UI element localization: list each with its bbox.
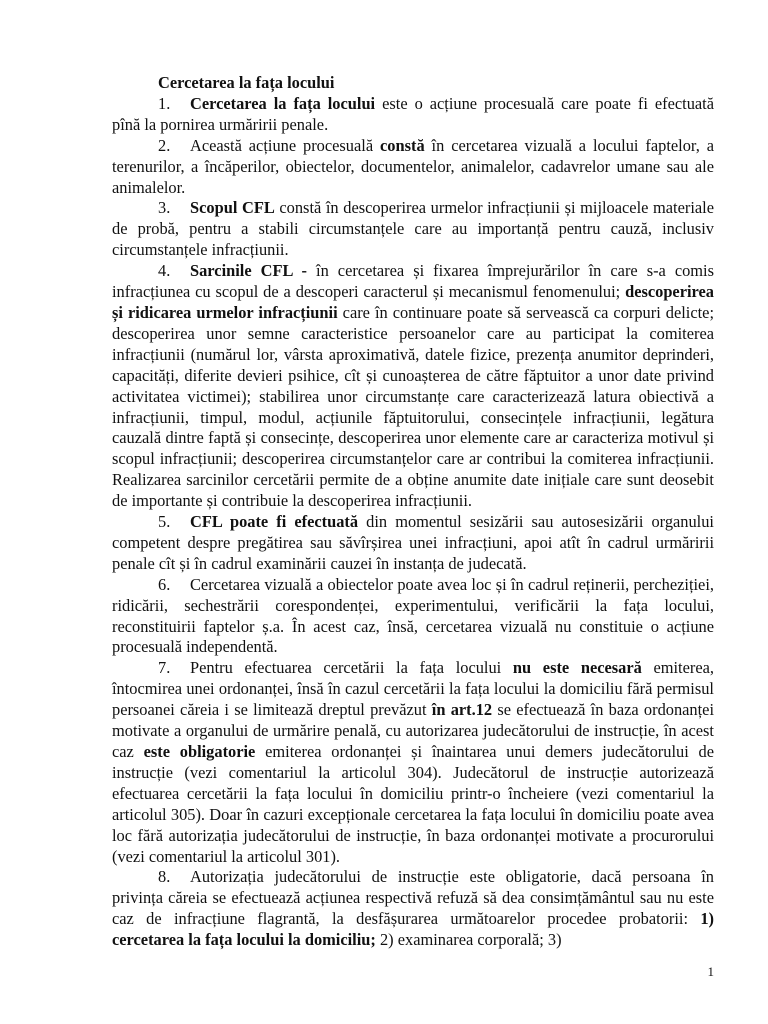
paragraph-2 [112,136,714,199]
bold-text-run: descoperirea și ridicarea urmelor infracțiunii [112,282,714,322]
paragraph-number: 1. [158,93,171,113]
document-title: Cercetarea la fața locului [158,73,335,92]
text-run: în cercetarea vizuală a locului faptelor, a terenurilor, a încăperilor, obiectelor, documentelor, animalelor, cadavrelor umane sau ale animalelor. [112,135,714,197]
paragraph-8 [112,867,714,951]
paragraph-3 [112,198,714,261]
paragraph-number: 4. [158,261,171,281]
paragraph-number: 6. [158,574,171,594]
paragraph-7 [112,658,714,867]
paragraph-list [112,94,714,951]
paragraph-1 [112,94,714,136]
text-run: în cercetarea și fixarea împrejurărilor în care s-a comis infracțiunea cu scopul de a descoperi caracterul și mecanismul fenomenului; [112,261,714,302]
paragraph-5 [112,512,714,575]
text-run: emiterea, întocmirea unei ordonanței, însă în cazul cercetării la fața locului la domiciliu fără permisul persoanei căreia i se limitează dreptul prevăzut [112,658,714,720]
paragraph-4 [112,261,714,512]
paragraph-number: 8. [158,867,171,887]
paragraph-number: 5. [158,512,171,532]
text-run: Cercetarea vizuală a obiectelor poate avea loc și în cadrul reținerii, percheziției, ridicării, sechestrării corespondenței, experimentului, verificării la fața locului, reconstituirii faptelor ș.a. În acest caz, însă, cercetarea vizuală nu constituie o acțiune procesuală independentă. [112,574,714,657]
bold-text-run: constă [380,135,425,155]
text-run: Autorizația judecătorului de instrucție este obligatorie, dacă persoana în privința căreia se efectuează acțiunea respectivă refuză să dea consimțământul sau nu este caz de infracțiune flagrantă, la desfășurarea următoarelor procedee probatorii: [112,867,714,929]
text-run: emiterea ordonanței și înaintarea unui demers judecătorului de instrucție (vezi comentariul la articolul 304). Judecătorul de instrucție autorizează efectuarea cercetării la fața locului în domiciliu printr-o încheiere (vezi comentariul la articolul 305). Doar în cazuri excepționale cercetarea la fața locului în domiciliu poate avea loc fără autorizația judecătorului de instrucție, în baza ordonanței motivate a procurorului (vezi comentariul la articolul 301). [112,742,714,866]
paragraph-6 [112,575,714,659]
text-run: 2) examinarea corporală; 3) [375,930,562,950]
bold-text-run: 1) cercetarea la fața locului la domiciliu; [112,909,714,950]
text-run: este o acțiune procesuală care poate fi efectuată pînă la pornirea urmăririi penale. [112,93,714,134]
bold-text-run: Cercetarea la fața locului [190,93,376,113]
bold-text-run: nu este necesară [512,658,642,678]
text-run: Pentru efectuarea cercetării la fața locului [190,658,513,678]
bold-text-run: CFL poate fi efectuată [190,512,359,532]
bold-text-run: Scopul CFL [190,198,275,218]
bold-text-run: Sarcinile CFL - [190,261,307,281]
bold-text-run: în art.12 [431,700,493,720]
paragraph-number: 3. [158,198,171,218]
text-run: Această acțiune procesuală [190,135,381,155]
paragraph-number: 7. [158,658,171,678]
text-run: se efectuează în baza ordonanței motivate a organului de urmărire penală, cu autorizarea judecătorului de instrucție, în acest caz [112,700,715,761]
text-run: care în continuare poate să servească ca corpuri delicte; descoperirea unor semne caracteristice persoanelor care au participat la comiterea infracțiunii (numărul lor, vârsta aproximativă, datele fizice, prezența anumitor deprinderi, capacități, diferite devieri psihice, cît și cunoașterea de către făptuitor a unor date privind activitatea victimei); stabilirea unor circumstanțe care caracterizează latura obiectivă a infracțiunii, timpul, modul, acțiunile făptuitorului, consecințele infracțiunii, legătura cauzală dintre faptă și consecințe, descoperirea unor elemente care ar caracteriza motivul și scopul infracțiunii; descoperirea circumstanțelor care ar contribui la comiterea infracțiunii. Realizarea sarcinilor cercetării permite de a obține anumite date inițiale care sunt deosebit de importante și contribuie la descoperirea infracțiunii. [112,302,714,511]
bold-text-run: este obligatorie [143,742,256,761]
page-number: 1 [707,964,714,979]
text-run: din momentul sesizării sau autosesizării organului competent despre pregătirea sau săvîrșirea unei infracțiuni, apoi atît în cadrul urmăririi penale cît și în cadrul examinării cauzei în instanța de judecată. [112,512,714,573]
text-run: constă în descoperirea urmelor infracțiunii și mijloacele materiale de probă, pentru a stabili circumstanțele care au importanță pentru cauză, inclusiv circumstanțele infracțiunii. [112,198,714,260]
paragraph-number: 2. [158,135,171,155]
